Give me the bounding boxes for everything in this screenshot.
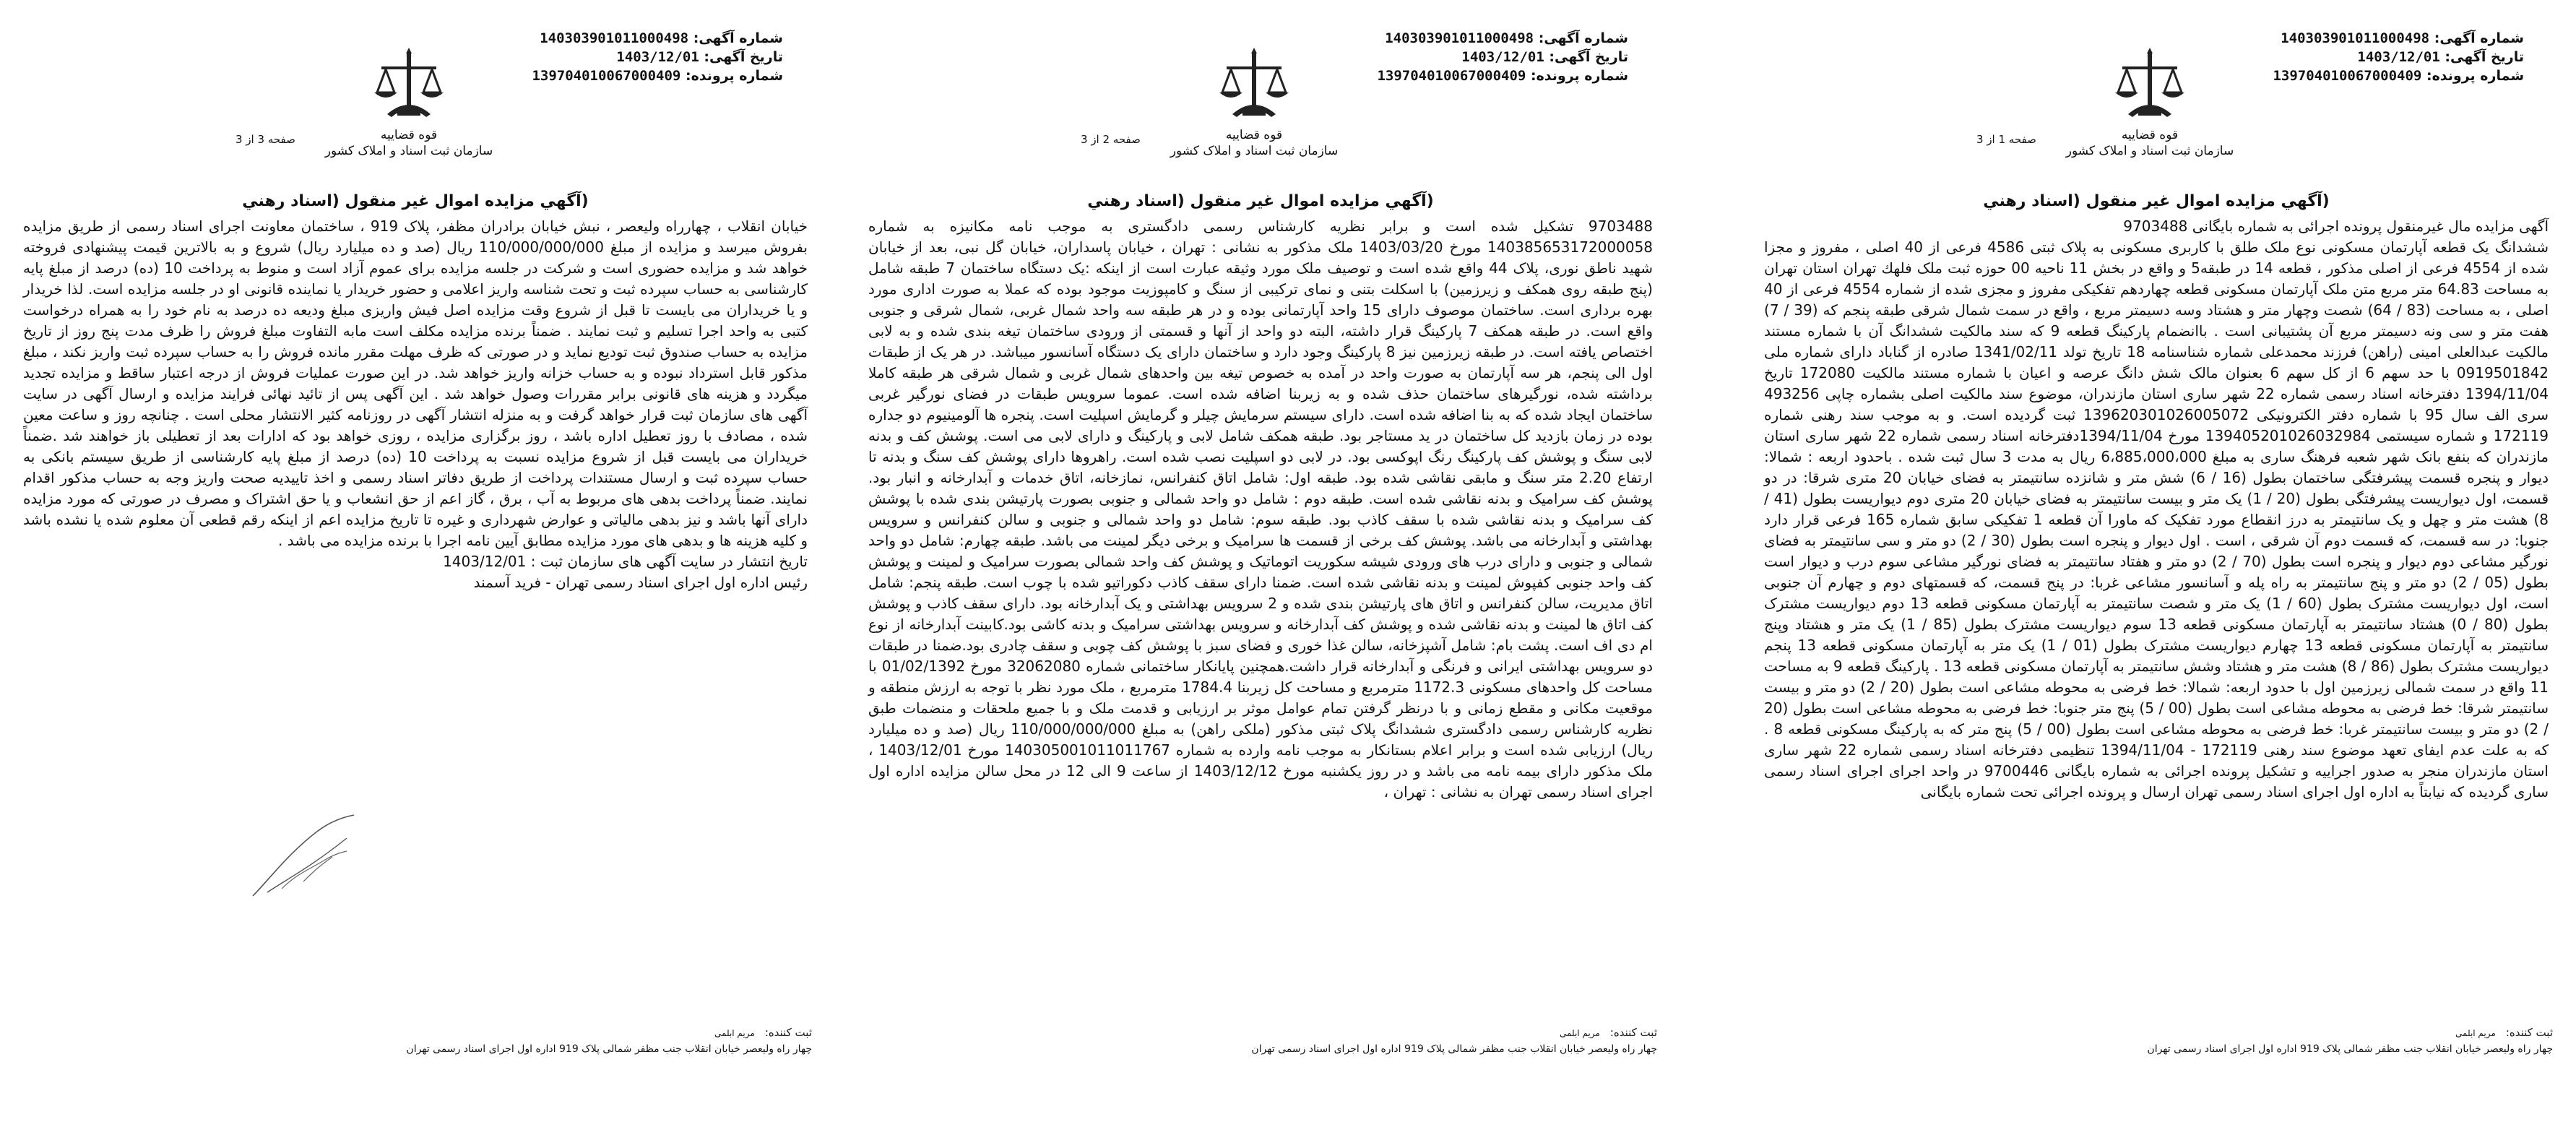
notice-date-label: تاریخ آگهی: [2445, 49, 2524, 65]
paragraph: آگهی مزایده مال غیرمنقول پرونده اجرائی به شماره بایگانی 9703488 [2123, 217, 2549, 235]
notice-date: 1403/12/01 [616, 49, 699, 65]
file-number: 139704010067000409 [1377, 68, 1526, 84]
closing-block [19, 551, 812, 593]
page-header [864, 25, 1657, 176]
judiciary-emblem-icon [2106, 45, 2193, 124]
page-number: صفحه 3 از 3 [235, 133, 295, 146]
judiciary-emblem-icon [1211, 45, 1297, 124]
registry-organization: سازمان ثبت اسناد و املاک کشور [324, 144, 493, 158]
notice-meta [2273, 29, 2524, 85]
organization-name [2063, 127, 2236, 159]
paragraph: ششدانگ یک قطعه آپارتمان مسکونی نوع ملک طلق با کاربری مسکونی به پلاک ثبتی 4586 فرعی از 40 اصلی ، مفروز و مجزا شده از 4554 فرعی از اصلی مذکور ، قطعه 14 در طبقه5 و واقع در بخش 11 ناحیه 00 حوزه ثبت ملک فلهك تهران استان تهران به مساحت 64.83 متر مربع متن ملک آپارتمان مسکونی قطعه چهاردهم تفکیکی مفروز و مجزی شده از شماره 4554 فرعی از 40 اصلی ، به مساحت (83 / 64) شصت وچهار متر و هشتاد وسه دسیمتر مربع ، واقع در سمت شمال شرقی طبقه پنجم که (39 / 7) هفت متر و سی ونه دسیمتر مربع آن پشتیبانی است . باانضمام پارکینگ قطعه 9 که سند مالکیت ششدانگ آن با شماره مستند مالکیت عبدالعلی امینی (راهن) فرزند محمدعلی شماره شناسنامه 18 تاریخ تولد 1341/02/11 صادره از گناباد دارای شماره ملی 0919501842 با حد سهم 6 از کل سهم 6 بعنوان مالک شش دانگ عرصه و اعیان با شماره مستند مالکیت 172080 تاریخ 1394/11/04 دفترخانه اسناد رسمی شماره 22 شهر ساری استان مازندران، موضوع سند مالکیت اصلی بشماره چاپی 493256 سری الف سال 95 با شماره دفتر الکترونیکی 139620301026005072 ثبت گردیده است. و به موجب سند رهنی شماره 172119 و شماره سیستمی 139405201026032984 مورخ 1394/11/04دفترخانه اسناد رسمی شماره 22 شهر ساری استان مازندران که بنفع بانک شهر شعبه فرهنگ ساری به مبلغ 6،885،000،000 ریال به مدت 3 سال ثبت شده . باحدود اربعه : شمالا: دیوار و پنجره قسمت پیشرفتگی ساختمان بطول (16 / 6) شش متر و شانزده سانتیمتر به فضای خیابان 20 متری شرقا: در دو قسمت، اول دیواریست پیشرفتگی بطول (20 / 1) یک متر و بیست سانتیمتر به فضای خیابان 20 متری دوم دیواریست بطول (41 / 8) هشت متر و چهل و یک سانتیمتر به درز انقطاع مورد تفکیک که ماورا آن قطعه 1 تفکیکی سابق شماره 165 فرعی قرار دارد جنوبا: در سه قسمت، که قسمت دوم آن شرقی ، است . اول دیوار و پنجره است بطول (30 / 2) دو متر و سی سانتیمتر به فضای نورگیر مشاعی دوم دیوار و پنجره است بطول (70 / 2) دو متر و هفتاد سانتیمتر به فضای نورگیر مشاعی سوم درب و دیوار است بطول (05 / 2) دو متر و پنج سانتیمتر به راه پله و آسانسور مشاعی غربا: در پنج قسمت، که قسمتهای دوم و چهارم آن جنوبی است، اول دیواریست مشترک بطول (60 / 1) یک متر و شصت سانتیمتر به آپارتمان مسکونی قطعه 13 دوم دیواریست مشترک بطول (80 / 0) هشتاد سانتیمتر به آپارتمان مسکونی قطعه 13 سوم دیواریست مشترک بطول (85 / 1) یک متر و هشتاد وپنج سانتیمتر به آپارتمان مسکونی قطعه 13 چهارم دیواریست مشترک بطول (01 / 1) یک متر به آپارتمان مسکونی قطعه 13 پنجم دیواریست مشترک بطول (86 / 8) هشت متر و هشتاد وشش سانتیمتر به آپارتمان مسکونی قطعه 13 . پارکینگ قطعه 9 به مساحت 11 واقع در سمت شمالی زیرزمین اول با حدود اربعه: شمالا: خط فرضی به محوطه مشاعی است بطول (20 / 2) دو متر و بیست سانتیمتر شرقا: خط فرضی به محوطه مشاعی است بطول (00 / 5) پنج متر جنوبا: خط فرضی به محوطه مشاعی است بطول (20 / 2) دو متر و بیست سانتیمتر غربا: خط فرضی به محوطه مشاعی است بطول (00 / 5) پنج متر که به پارکینگ مسکونی قطعه 8 . که به علت عدم ایفای تعهد موضوع سند رهنی 172119 - 1394/11/04 تنظیمی دفترخانه اسناد رسمی شماره 22 شهر ساری استان مازندران منجر به صدور اجراییه و تشکیل پرونده اجرائی به شماره بایگانی 9700446 در واحد اجرای اجرای اسناد رسمی ساری گردیده که نیابتاً به اداره اول اجرای اسناد رسمی تهران ارسال و پرونده اجرائی تحت شماره بایگانی [1764, 238, 2549, 801]
notice-date: 1403/12/01 [2357, 49, 2440, 65]
notice-date: 1403/12/01 [1461, 49, 1544, 65]
head-of-office-line: رئیس اداره اول اجرای اسناد رسمی تهران - فرید آسمند [473, 574, 808, 591]
file-number: 139704010067000409 [532, 68, 681, 84]
notice-body [1760, 216, 2553, 803]
office-address: چهار راه وليعصر خيابان انقلاب جنب مظفر شمالی پلاک 919 اداره اول اجرای اسناد رسمی تهران [406, 1043, 812, 1055]
notice-title: (آگهي مزايده اموال غير منقول (اسناد رهني [1983, 192, 2330, 210]
handwritten-signature-icon [238, 809, 368, 903]
registrar-name: مریم ابلمی [714, 1028, 755, 1038]
notice-body [19, 216, 812, 551]
registrar [864, 1026, 1657, 1039]
notice-page-3 [0, 0, 831, 1125]
publication-date-line: تاریخ انتشار در سایت آگهی های سازمان ثبت : 1403/12/01 [443, 553, 808, 570]
notice-number-label: شماره آگهی: [1538, 30, 1628, 46]
office-address: چهار راه وليعصر خيابان انقلاب جنب مظفر شمالی پلاک 919 اداره اول اجرای اسناد رسمی تهران [1251, 1043, 1657, 1055]
notice-page-1 [1741, 0, 2572, 1125]
notice-page-2 [845, 0, 1676, 1125]
notice-number-label: شماره آگهی: [693, 30, 783, 46]
page-footer [864, 1026, 1657, 1055]
registrar [1760, 1026, 2553, 1039]
paragraph: 9703488 تشکیل شده است و برابر نظریه کارشناس رسمی دادگستری به موجب نامه مکانیزه به شماره 140385653172000058 مورخ 1403/03/20 ملک مذکور به نشانی : تهران ، خیابان پاسداران، خیابان گل نبی، بعد از خیابان شهید ناطق نوری، پلاک 44 واقع شده است و توصیف ملک مورد وثیقه عبارت است از اینکه :یک دستگاه ساختمان 7 طبقه شامل (پنج طبقه روی همکف و زیرزمین) با اسکلت بتنی و نمای ترکیبی از سنگ و کامپوزیت موجود بوده که عملا به صورت اداری مورد بهره برداری است. ساختمان موصوف دارای 15 واحد آپارتمانی بوده و در هر طبقه سه واحد شمال غربی، شمال شرقی و جنوبی واقع است. در طبقه همکف 7 پارکینگ قرار داشته، البته دو واحد از آنها و قسمتی از ورودی ساختمان تیغه بندی شده و به لابی اختصاص یافته است. در طبقه زیرزمین نیز 8 پارکینگ وجود دارد و ساختمان دارای یک دستگاه آسانسور میباشد. در هر یک از طبقات اول الی پنجم، هر سه آپارتمان به صورت واحد در آمده به خصوص تیغه بین واحدهای شمال غربی و شمال شرقی هر طبقه کاملا برداشته شده، نورگیرهای ساختمان حذف شده و به زیربنا اضافه شده است. عموما سرویس طبقات در فضای نورگیر غربی ساختمان ایجاد شده که به بنا اضافه شده است. دارای سیستم سرمایش چیلر و گرمایش اسپلیت است. پنجره ها آلومینیوم دو جداره بوده در زمان بازدید کل ساختمان در ید مستاجر بود. طبقه همکف شامل لابی و پارکینگ و دارای لابی می است. پوشش کف و بدنه لابی سنگ و پوشش کف پارکینگ رنگ اپوکسی بود. در لابی دو اسپلیت نصب شده است. راهروها دارای پوشش کف سنگ و بدنه تا ارتفاع 2.20 متر سنگ و مابقی نقاشی شده بود. طبقه اول: شامل اتاق کنفرانس، نمازخانه، اتاق خدمات و آبدارخانه و انبار بود. پوشش کف سرامیک و بدنه نقاشی شده است. طبقه دوم : شامل دو واحد شمالی و جنوبی بصورت پارتیشن بندی شده با پوشش کف سرامیک و بدنه نقاشی شده با سقف کاذب بود. طبقه سوم: شامل دو واحد شمالی و جنوبی و سالن کنفرانس و سرویس بهداشتی و آبدارخانه می باشد. پوشش کف برخی از قسمت ها سرامیک و برخی دیگر لمینت می باشد. طبقه چهارم: شامل دو واحد شمالی و جنوبی و دارای درب های ورودی شیشه سکوریت اتوماتیک و پوشش کف واحد شمالی بصورت سرامیک و لمینت و پوشش کف واحد جنوبی کفپوش لمینت و بدنه نقاشی شده است. ضمنا دارای سقف کاذب دکوراتیو شده با چوب است. طبقه پنجم: شامل اتاق مدیریت، سالن کنفرانس و اتاق های پارتیشن بندی شده و 2 سرویس بهداشتی و یک آبدارخانه بود. دارای سقف کاذب و پوشش کف اتاق ها لمینت و بدنه نقاشی شده و پوشش کف آبدارخانه و سرویس بهداشتی سرامیک و بدنه کاشی بود.کابینت آبدارخانه از نوع ام دی اف است. پشت بام: شامل آشپزخانه، سالن غذا خوری و فضای سبز با پوشش کف چوبی و سقف چادری بود.ضمنا در طبقات دو سرویس بهداشتی ایرانی و فرنگی و آبدارخانه قرار داشت.همچنین پایانکار ساختمانی شماره 32062080 مورخ 01/02/1392 با مساحت کل واحدهای مسکونی 1172.3 مترمربع و مساحت کل زیربنا 1784.4 مترمربع ، ملک مورد نظر با توجه به ارزش منطقه و موقعیت مکانی و مقطع زمانی و با درنظر گرفتن تمام عوامل موثر بر ارزیابی و قدمت ملک و با جمیع ملحقات و منضمات طبق نظریه کارشناس رسمی دادگستری ششدانگ پلاک ثبتی مذکور (ملکی راهن) به مبلغ 110/000/000/000 ریال (صد و ده میلیارد ریال) ارزیابی شده است و برابر اعلام بستانکار به موجب نامه وارده به شماره 140305001011011767 مورخ 1403/12/01 ، ملک مذکور دارای بیمه نامه می باشد و در روز یکشنبه مورخ 1403/12/12 از ساعت 9 الی 12 در محل سالن مزایده اداره اول اجرای اسناد رسمی تهران به نشانی : تهران ، [868, 217, 1654, 801]
notice-number: 140303901011000498 [1385, 30, 1534, 46]
notice-body [864, 216, 1657, 803]
registrar-label: ثبت کننده: [2505, 1026, 2553, 1039]
page-header [19, 25, 812, 176]
notice-meta [532, 29, 783, 85]
file-number-label: شماره پرونده: [685, 68, 783, 84]
page-header [1760, 25, 2553, 176]
notice-title: (آگهي مزايده اموال غير منقول (اسناد رهني [242, 192, 589, 210]
registrar-label: ثبت کننده: [1609, 1026, 1657, 1039]
organization-name [322, 127, 496, 159]
notice-date-label: تاریخ آگهی: [1549, 49, 1628, 65]
page-footer [1760, 1026, 2553, 1055]
judiciary-emblem-icon [366, 45, 452, 124]
paragraph: خیابان انقلاب ، چهارراه ولیعصر ، نبش خیابان برادران مظفر، پلاک 919 ، ساختمان معاونت اجرای اسناد رسمی از طریق مزایده بفروش میرسد و مزایده از مبلغ 110/000/000/000 ریال (صد و ده میلیارد ریال) شروع و به بالاترین قیمت پیشنهادی فروخته خواهد شد و مزایده حضوری است و شرکت در جلسه مزایده برای عموم آزاد است و منوط به پرداخت 10 (ده) درصد از مبلغ پایه کارشناسی به حساب سپرده ثبت و تحت شناسه واریز اعلامی و حضور خریدار یا نماینده قانونی او در جلسه مزایده است. لذا خریدار و یا خریداران می بایست تا قبل از شروع وقت مزایده اصل فیش واریزی مبلغ ودیعه ده درصد به نام خود را به همراه درخواست کتبی به واحد اجرا تسلیم و ثبت نمایند . ضمناً برنده مزایده مکلف است مابه التفاوت مبلغ فروش را ظرف مدت پنج روز از تاریخ مزایده به حساب صندوق ثبت تودیع نماید و در صورتی که ظرف مهلت مقرر مانده فروش را به حساب سپرده ثبت واریز نکند ، مبلغ مذکور قابل استرداد نبوده و به حساب خزانه واریز خواهد شد. در این صورت عملیات فروش از درجه اعتبار ساقط و مزایده تجدید میگردد و هزینه های قانونی برابر مقررات وصول خواهد شد . این آگهی پس از تائید نهائی فرایند مزایده و ارسال آگهی در سایت آگهی های سازمان ثبت قرار خواهد گرفت و به منزله انتشار آگهی در روزنامه کثیر الانتشار محلی است . چنانچه روز و ساعت معین شده ، مصادف با روز تعطیل اداره باشد ، روز برگزاری مزایده ، روزی خواهد بود که ادارات بعد از تعطیلی باز خواهند شد .ضمناً خریداران می بایست قبل از شروع مزایده نسبت به پرداخت 10 (ده) درصد از مبلغ پایه کارشناسی از طریق سیستم بانکی به حساب سپرده ثبت و ارسال مستندات پرداخت از طریق دفاتر اسناد رسمی و اخذ تاییدیه صحت واریز وجه به حساب مذکور اقدام نمایند. ضمناً پرداخت بدهی های مربوط به آب ، برق ، گاز اعم از حق انشعاب و یا حق اشتراک و مصرف در صورتی که مورد مزایده دارای آنها باشد و نیز بدهی مالیاتی و عوارض شهرداری و غیره تا تاریخ مزایده اعم از اینکه رقم قطعی آن معلوم شده یا نشده باشد و کلیه هزینه ها و بدهی های مورد مزایده مطابق آیین نامه اجرا با برنده مزایده می باشد . [23, 217, 808, 549]
registrar-label: ثبت کننده: [764, 1026, 812, 1039]
file-number-label: شماره پرونده: [2426, 68, 2524, 84]
notice-number: 140303901011000498 [540, 30, 689, 46]
file-number-label: شماره پرونده: [1530, 68, 1628, 84]
notice-date-label: تاریخ آگهی: [704, 49, 783, 65]
registrar-name: مریم ابلمی [1560, 1028, 1600, 1038]
registrar-name: مریم ابلمی [2455, 1028, 2496, 1038]
registrar [19, 1026, 812, 1039]
notice-number-label: شماره آگهی: [2434, 30, 2524, 46]
judiciary-name: قوه قضاییه [1225, 128, 1283, 142]
registry-organization: سازمان ثبت اسناد و املاک کشور [1170, 144, 1339, 158]
page-number: صفحه 1 از 3 [1976, 133, 2036, 146]
office-address: چهار راه وليعصر خيابان انقلاب جنب مظفر شمالی پلاک 919 اداره اول اجرای اسناد رسمی تهران [2147, 1043, 2553, 1055]
judiciary-name: قوه قضاییه [380, 128, 438, 142]
page-number: صفحه 2 از 3 [1081, 133, 1141, 146]
notice-meta [1377, 29, 1628, 85]
page-footer [19, 1026, 812, 1055]
registry-organization: سازمان ثبت اسناد و املاک کشور [2065, 144, 2234, 158]
file-number: 139704010067000409 [2273, 68, 2422, 84]
notice-title: (آگهي مزايده اموال غير منقول (اسناد رهني [1087, 192, 1434, 210]
notice-number: 140303901011000498 [2281, 30, 2430, 46]
organization-name [1167, 127, 1341, 159]
judiciary-name: قوه قضاییه [2121, 128, 2179, 142]
